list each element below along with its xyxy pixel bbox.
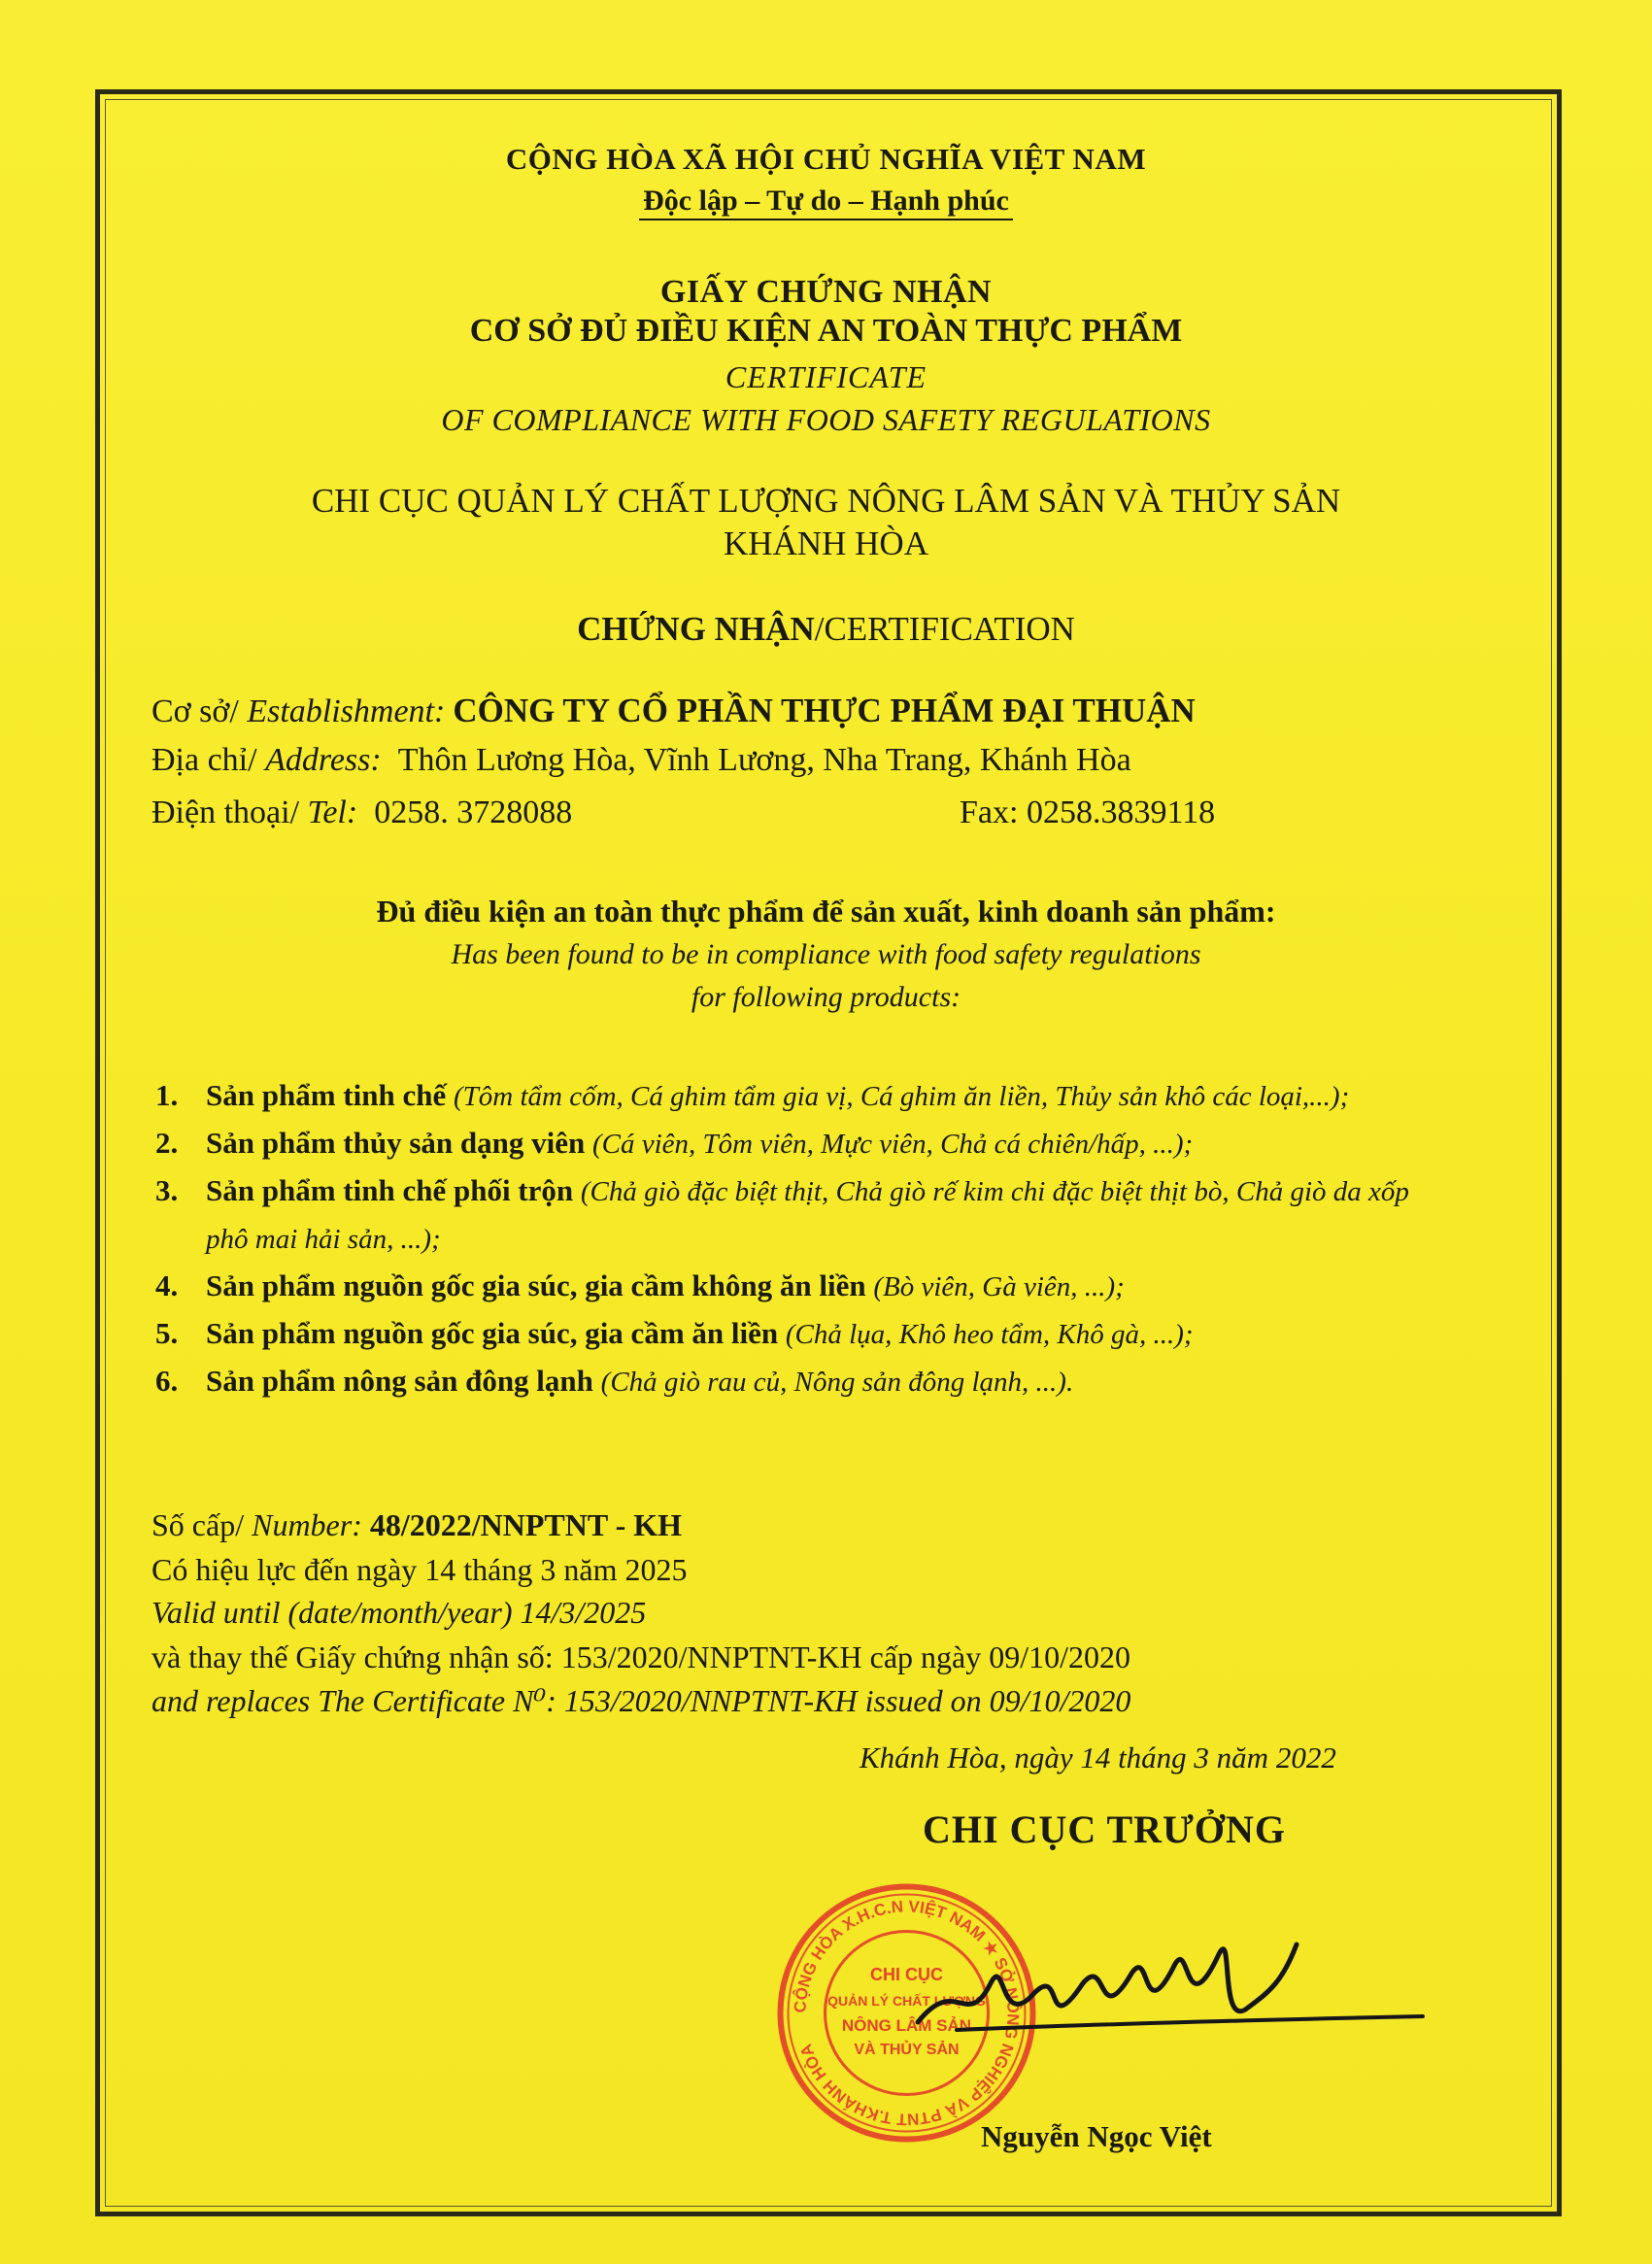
certificate-number: 48/2022/NNPTNT - KH: [369, 1507, 683, 1542]
item-number: 2.: [155, 1126, 179, 1160]
product-examples: (Tôm tẩm cốm, Cá ghim tẩm gia vị, Cá ghim ăn liền, Thủy sản khô các loại,...);: [453, 1081, 1350, 1112]
seal-center-line4: VÀ THỦY SẢN: [854, 2042, 960, 2058]
product-name: Sản phẩm nông sản đông lạnh: [206, 1364, 593, 1398]
compliance-en-line1: Has been found to be in compliance with food safety regulations: [451, 938, 1201, 970]
number-label-en: Number:: [252, 1507, 362, 1542]
handwritten-signature-icon: [898, 1915, 1442, 2061]
product-examples: (Cá viên, Tôm viên, Mực viên, Chả cá chiên/hấp, ...);: [592, 1129, 1194, 1160]
certificate-number-line: [152, 1507, 682, 1543]
motto: [0, 185, 1652, 218]
seal-center-line1: CHI CỤC: [870, 1965, 943, 1984]
tel-line: [152, 794, 572, 831]
list-item: [155, 1358, 1457, 1405]
address-value: Thôn Lương Hòa, Vĩnh Lương, Nha Trang, Khánh Hòa: [397, 742, 1131, 778]
seal-outer-text: CỘNG HÒA X.H.C.N VIỆT NAM ★ SỞ NÔNG NGHIỆP VÀ PTNT T.KHÁNH HÒA: [791, 1897, 1023, 2129]
list-item: [155, 1120, 1457, 1167]
product-examples: (Chả giò đặc biệt thịt, Chả giò rế kim chi đặc biệt thịt bò, Chả giò da xốp phô mai hải sản, ...);: [206, 1176, 1409, 1255]
certification-heading-vi: CHỨNG NHẬN: [577, 610, 815, 648]
item-number: 1.: [155, 1078, 179, 1112]
signatory-title: CHI CỤC TRƯỞNG: [923, 1808, 1287, 1851]
issuer-line2: KHÁNH HÒA: [724, 524, 928, 562]
product-examples: (Chả lụa, Khô heo tẩm, Khô gà, ...);: [785, 1319, 1194, 1350]
establishment-label-en: Establishment:: [247, 693, 446, 729]
establishment-label-vi: Cơ sở/: [152, 693, 248, 729]
product-examples: (Bò viên, Gà viên, ...);: [873, 1271, 1125, 1302]
valid-until-en: Valid until (date/month/year) 14/3/2025: [152, 1595, 647, 1630]
list-item: [155, 1072, 1457, 1120]
item-number: 3.: [155, 1173, 179, 1207]
establishment-line: [152, 692, 1196, 730]
product-examples: (Chả giò rau củ, Nông sản đông lạnh, ...).: [600, 1367, 1074, 1398]
product-list: [155, 1072, 1457, 1405]
title-vi-line1: GIẤY CHỨNG NHẬN: [659, 274, 993, 310]
title-vi-line2: CƠ SỞ ĐỦ ĐIỀU KIỆN AN TOÀN THỰC PHẨM: [469, 313, 1183, 349]
product-name: Sản phẩm tinh chế: [206, 1078, 447, 1112]
nation-heading: CỘNG HÒA XÃ HỘI CHỦ NGHĨA VIỆT NAM: [505, 142, 1147, 176]
item-number: 4.: [155, 1268, 179, 1302]
title-en-line1: CERTIFICATE: [725, 359, 927, 394]
product-name: Sản phẩm tinh chế phối trộn: [206, 1173, 574, 1207]
signer-name: Nguyễn Ngọc Việt: [981, 2119, 1212, 2153]
product-name: Sản phẩm nguồn gốc gia súc, gia cầm ăn liền: [206, 1316, 779, 1350]
seal-center-line2: QUẢN LÝ CHẤT LƯỢNG: [827, 1993, 986, 2009]
list-item: [155, 1263, 1457, 1310]
replaces-vi: và thay thế Giấy chứng nhận số: 153/2020/NNPTNT-KH cấp ngày 09/10/2020: [152, 1639, 1131, 1674]
product-name: Sản phẩm thủy sản dạng viên: [206, 1126, 586, 1160]
issuer-line1: CHI CỤC QUẢN LÝ CHẤT LƯỢNG NÔNG LÂM SẢN VÀ THỦY SẢN: [311, 482, 1341, 520]
title-en-line2: OF COMPLIANCE WITH FOOD SAFETY REGULATIONS: [441, 402, 1211, 437]
compliance-en-line2: for following products:: [691, 981, 961, 1013]
list-item: [155, 1167, 1457, 1263]
address-label-vi: Địa chỉ/: [152, 742, 266, 778]
item-number: 6.: [155, 1364, 179, 1398]
list-item: [155, 1310, 1457, 1358]
seal-center-line3: NÔNG LÂM SẢN: [841, 2016, 972, 2035]
address-label-en: Address:: [265, 742, 382, 778]
place-date: Khánh Hòa, ngày 14 tháng 3 năm 2022: [860, 1740, 1336, 1774]
tel-label-en: Tel:: [307, 794, 358, 830]
number-label-vi: Số cấp/: [152, 1507, 253, 1542]
address-line: [152, 742, 1131, 779]
tel-value: 0258. 3728088: [374, 794, 573, 830]
product-name: Sản phẩm nguồn gốc gia súc, gia cầm không ăn liền: [206, 1268, 866, 1302]
certification-heading: [0, 610, 1652, 649]
motto-text: Độc lập – Tự do – Hạnh phúc: [639, 185, 1013, 220]
establishment-name: CÔNG TY CỔ PHẦN THỰC PHẨM ĐẠI THUẬN: [453, 692, 1196, 729]
replaces-en: and replaces The Certificate N⁰: 153/2020/NNPTNT-KH issued on 09/10/2020: [152, 1683, 1131, 1718]
fax-value: Fax: 0258.3839118: [960, 794, 1216, 830]
tel-label-vi: Điện thoại/: [152, 794, 308, 830]
item-number: 5.: [155, 1316, 179, 1350]
certification-heading-en: /CERTIFICATION: [814, 610, 1075, 648]
valid-until-vi: Có hiệu lực đến ngày 14 tháng 3 năm 2025: [152, 1552, 688, 1587]
compliance-vi: Đủ điều kiện an toàn thực phẩm để sản xuất, kinh doanh sản phẩm:: [376, 894, 1276, 929]
